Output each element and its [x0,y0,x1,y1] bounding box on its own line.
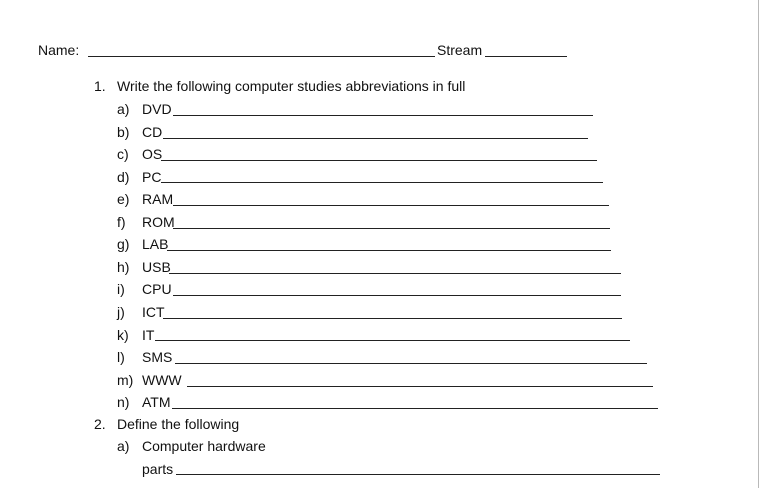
stream-label: Stream [437,42,483,58]
item-label: CPU [142,281,172,297]
item-letter: a) [117,438,130,454]
answer-line[interactable] [173,115,593,116]
item-label: Computer hardware [142,438,266,454]
answer-line[interactable] [176,474,660,475]
name-field[interactable] [88,56,435,57]
answer-line[interactable] [173,228,610,229]
answer-line[interactable] [173,205,609,206]
item-label: ROM [142,214,175,230]
answer-line[interactable] [163,138,588,139]
item-label: USB [142,259,171,275]
item-label: ICT [142,304,165,320]
item-label: IT [142,327,155,343]
question-prompt: Define the following [117,416,240,432]
answer-line[interactable] [163,318,622,319]
item-letter: n) [117,394,130,410]
item-letter: g) [117,236,130,252]
item-letter: b) [117,124,130,140]
item-label: WWW [142,372,182,388]
question-prompt: Write the following computer studies abbreviations in full [117,78,466,94]
item-letter: j) [117,304,125,320]
answer-line[interactable] [167,250,611,251]
item-letter: d) [117,169,130,185]
item-letter: f) [117,214,126,230]
item-letter: c) [117,146,129,162]
item-label: PC [142,169,162,185]
page-edge [758,0,759,488]
question-number: 1. [94,78,106,94]
item-label: LAB [142,236,169,252]
name-label: Name: [38,42,80,58]
answer-line[interactable] [161,160,597,161]
item-letter: i) [117,281,125,297]
answer-line[interactable] [172,408,658,409]
answer-line[interactable] [175,363,647,364]
answer-line[interactable] [187,386,653,387]
item-label: ATM [142,394,171,410]
answer-line[interactable] [161,182,603,183]
answer-line[interactable] [169,273,621,274]
item-label: SMS [142,349,173,365]
item-label: RAM [142,191,174,207]
item-label: OS [142,146,163,162]
item-letter: l) [117,349,125,365]
answer-line[interactable] [155,340,630,341]
item-letter: m) [117,372,134,388]
item-letter: h) [117,259,130,275]
item-label: DVD [142,101,172,117]
item-label: CD [142,124,163,140]
question-number: 2. [94,416,106,432]
item-letter: e) [117,191,130,207]
stream-field[interactable] [485,56,567,57]
item-letter: k) [117,327,129,343]
item-letter: a) [117,101,130,117]
answer-line[interactable] [173,295,621,296]
item-continuation: parts [142,461,174,477]
